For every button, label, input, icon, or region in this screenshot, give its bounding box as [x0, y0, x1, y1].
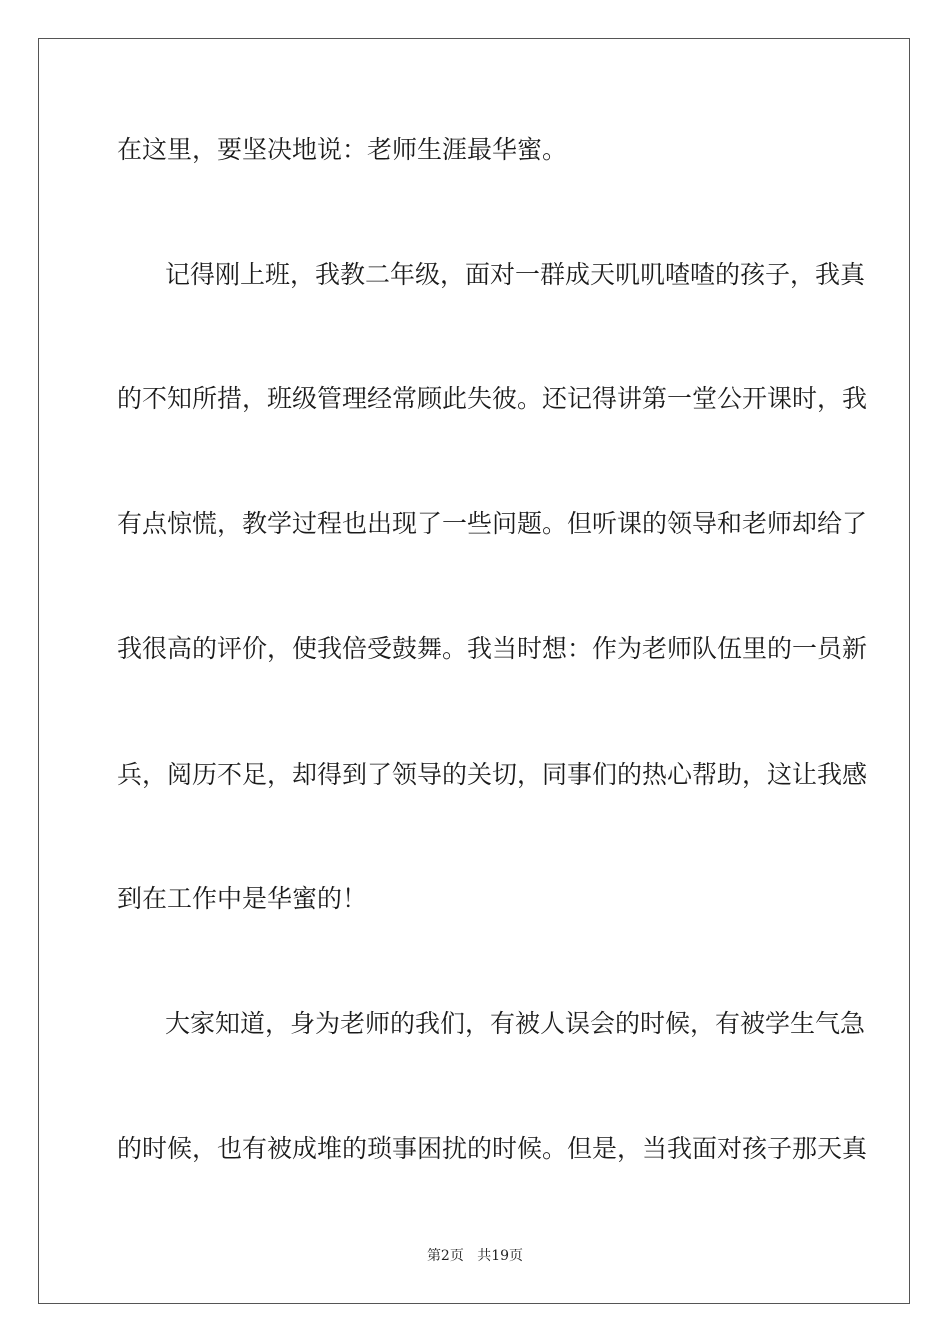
page-border	[38, 38, 910, 1304]
paragraph-line: 记得刚上班，我教二年级，面对一群成天叽叽喳喳的孩子，我真	[165, 260, 866, 289]
paragraph-line: 到在工作中是华蜜的！	[117, 884, 368, 913]
page-footer	[0, 1246, 950, 1266]
paragraph-line: 的时候，也有被成堆的琐事困扰的时候。但是，当我面对孩子那天真	[117, 1134, 868, 1163]
page-total: 共19页	[477, 1248, 524, 1264]
paragraph-line: 的不知所措，班级管理经常顾此失彼。还记得讲第一堂公开课时，我	[117, 384, 868, 413]
paragraph-line: 在这里，要坚决地说：老师生涯最华蜜。	[117, 135, 568, 164]
paragraph-line: 我很高的评价，使我倍受鼓舞。我当时想：作为老师队伍里的一员新	[117, 634, 868, 663]
page-number: 第2页	[426, 1248, 464, 1264]
paragraph-line: 有点惊慌，教学过程也出现了一些问题。但听课的领导和老师却给了	[117, 509, 868, 538]
paragraph-line: 大家知道，身为老师的我们，有被人误会的时候，有被学生气急	[165, 1009, 866, 1038]
paragraph-line: 兵，阅历不足，却得到了领导的关切，同事们的热心帮助，这让我感	[117, 760, 868, 789]
